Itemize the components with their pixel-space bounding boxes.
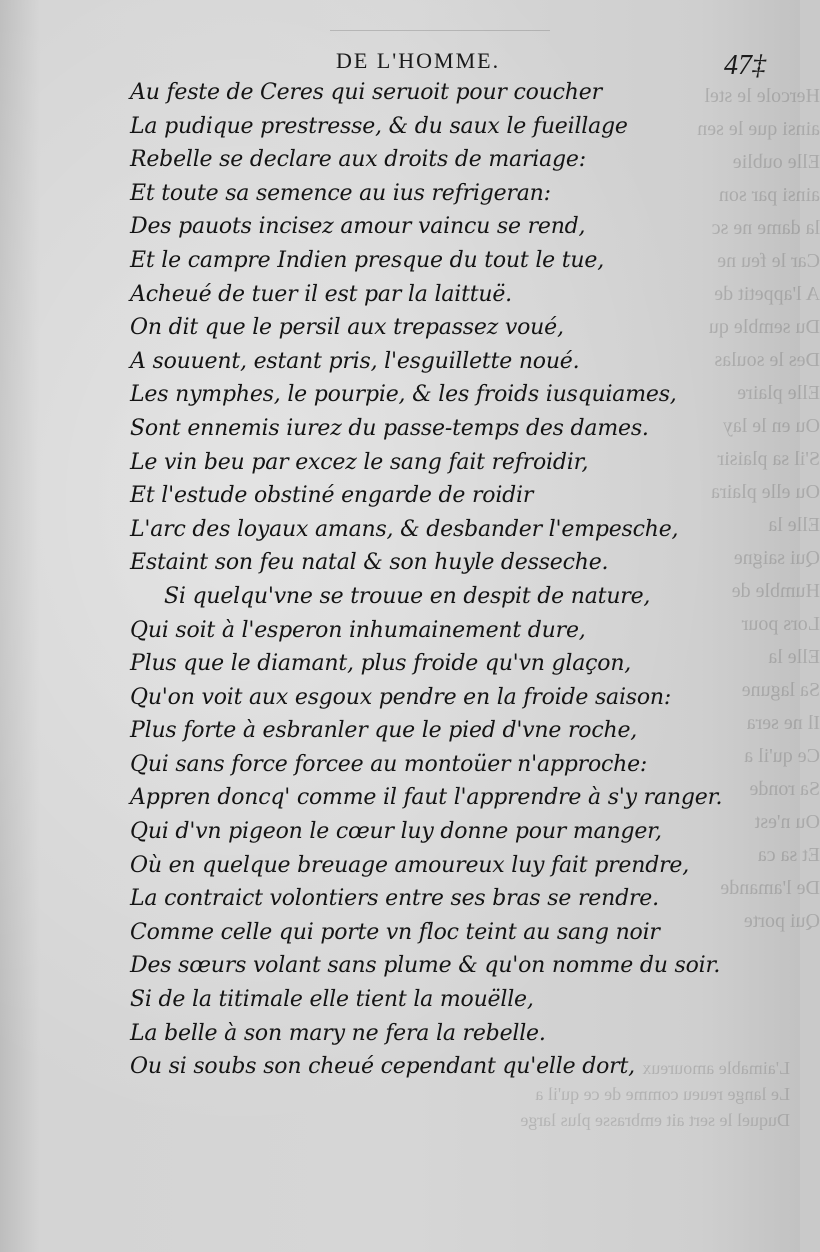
poem-line: Appren doncq' comme il faut l'apprendre à s'y ranger. bbox=[130, 785, 723, 811]
page-top-rule bbox=[330, 30, 550, 31]
poem-line: Qui sans force forcee au montoüer n'approche: bbox=[130, 751, 648, 777]
poem-line: Et le campre Indien presque du tout le tue, bbox=[130, 247, 604, 273]
poem-line: Sont ennemis iurez du passe-temps des dames. bbox=[130, 415, 649, 441]
poem-line: Le vin beu par excez le sang fait refroidir, bbox=[130, 449, 589, 475]
page-header bbox=[0, 44, 800, 80]
poem-line: Au feste de Ceres qui seruoit pour coucher bbox=[130, 80, 602, 105]
show-through-text-bottom: L'aimable amoureux Le lange reueu comme de ce qu'il a Duquel le sert ait embrasse plus large bbox=[520, 1058, 790, 1130]
poem-line: Si de la titimale elle tient la mouëlle, bbox=[130, 987, 534, 1013]
poem-line: Et toute sa semence au ius refrigeran: bbox=[130, 180, 551, 206]
poem-line: On dit que le persil aux trepassez voué, bbox=[130, 315, 564, 341]
page-number: 47‡ bbox=[724, 50, 766, 81]
poem-line: Qu'on voit aux esgoux pendre en la froide saison: bbox=[130, 684, 672, 710]
poem-line: Les nymphes, le pourpie, & les froids iusquiames, bbox=[130, 382, 677, 408]
poem-line: Acheué de tuer il est par la laittuë. bbox=[130, 281, 512, 307]
poem-line: Rebelle se declare aux droits de mariage: bbox=[130, 147, 586, 173]
poem-line: La pudique prestresse, & du saux le fueillage bbox=[130, 113, 628, 139]
running-head: DE L'HOMME. bbox=[336, 48, 501, 73]
poem-text-block bbox=[130, 76, 770, 1084]
poem-line: La belle à son mary ne fera la rebelle. bbox=[130, 1020, 546, 1046]
poem-line: Qui soit à l'esperon inhumainement dure, bbox=[130, 617, 586, 643]
poem-line: Des pauots incisez amour vaincu se rend, bbox=[130, 214, 586, 240]
poem-line: A souuent, estant pris, l'esguillette noué. bbox=[130, 348, 580, 374]
poem-line: Plus que le diamant, plus froide qu'vn glaçon, bbox=[130, 651, 632, 677]
poem-line: Où en quelque breuage amoureux luy fait prendre, bbox=[130, 852, 690, 878]
poem-line: Et l'estude obstiné engarde de roidir bbox=[130, 483, 534, 509]
poem-line: Des sœurs volant sans plume & qu'on nomme du soir. bbox=[130, 953, 721, 979]
show-through-text: Hercole le stel ainsi que le sen Elle oublie ainsi par son la dame ne sc Car le feu ne A l'appetit de Du semble qu Des le soulas Elle plaire Ou en le lay S'il sa plaisir Ou elle plaira Elle la Qui saigne Humble de Lors pour Elle la Sa lagune Il ne sera Ce qu'il a Sa ronde Ou n'est Et sa ca De l'amande Qui porte bbox=[697, 85, 820, 932]
poem-line: Plus forte à esbranler que le pied d'vne roche, bbox=[130, 718, 638, 744]
poem-line: Ou si soubs son cheué cependant qu'elle dort, bbox=[130, 1054, 635, 1080]
poem-line: La contraict volontiers entre ses bras se rendre. bbox=[130, 886, 659, 912]
poem-line: Comme celle qui porte vn floc teint au sang noir bbox=[130, 919, 660, 945]
poem-line: L'arc des loyaux amans, & desbander l'empesche, bbox=[130, 516, 679, 542]
poem-line: Estaint son feu natal & son huyle desseche. bbox=[130, 550, 609, 576]
poem-line: Si quelqu'vne se trouue en despit de nature, bbox=[164, 583, 651, 609]
poem-line: Qui d'vn pigeon le cœur luy donne pour manger, bbox=[130, 819, 662, 845]
